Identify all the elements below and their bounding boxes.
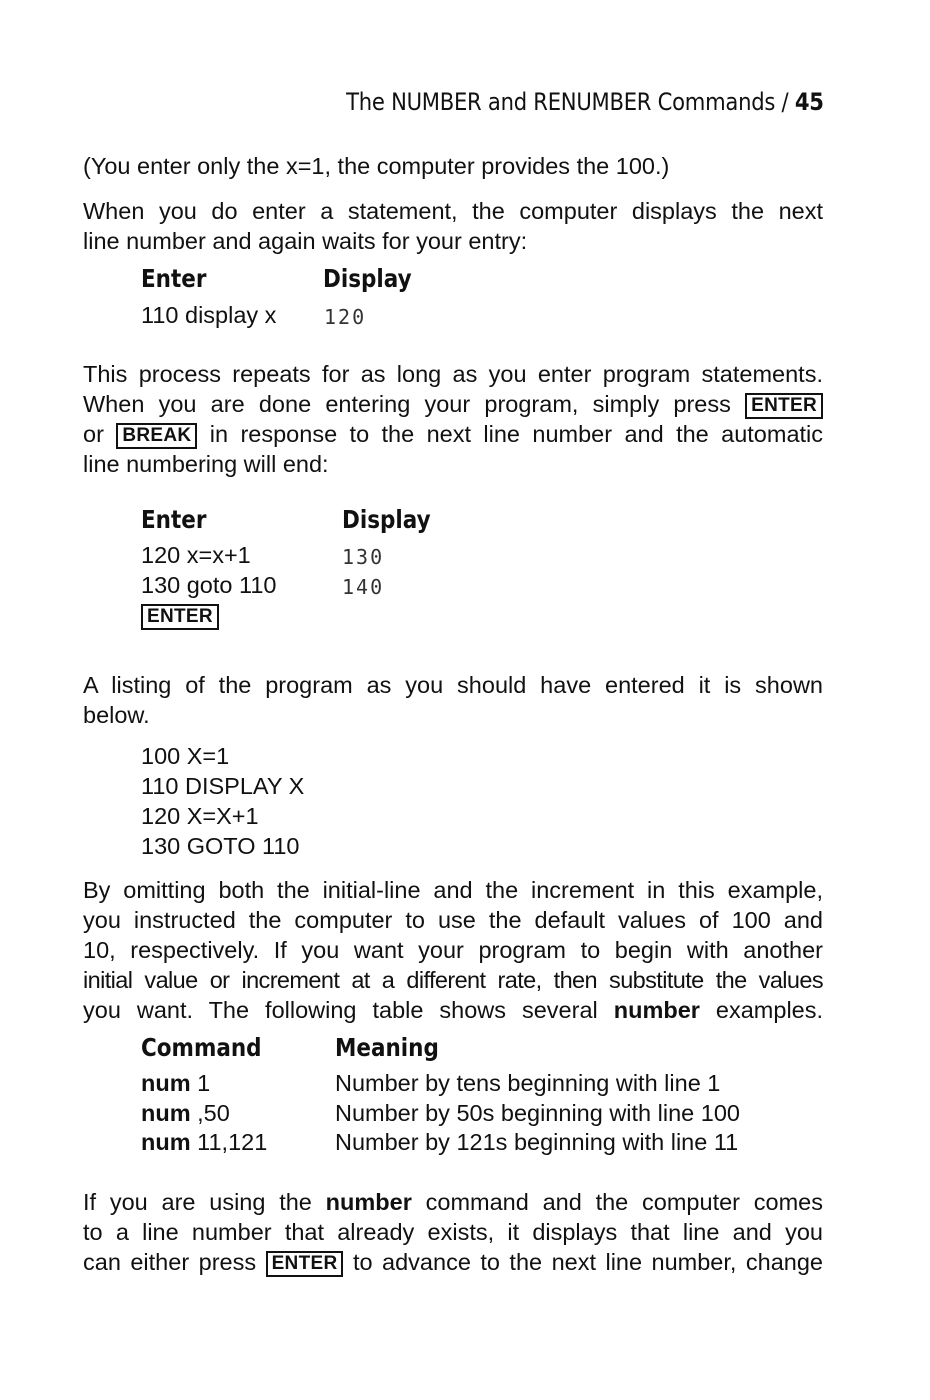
paragraph-4-line-1: A listing of the program as you should have entered it is shown [83,672,823,698]
table3-row-2-command [141,1100,230,1127]
enter-key: ENTER [141,604,219,630]
table3-header-command: Command [141,1033,262,1062]
listing-line: 100 X=1 [141,743,230,769]
enter-key: ENTER [266,1251,344,1277]
table3-row-3-command [141,1129,267,1156]
command-arg: 1 [197,1070,211,1096]
command-arg: 11,121 [197,1129,268,1155]
num-keyword: num [141,1129,191,1155]
table2-header-enter: Enter [141,505,207,534]
paragraph-3-line-2-text: When you are done entering your program, simply press [83,391,731,417]
number-keyword: number [613,997,700,1023]
paragraph-5-line-5-post: examples. [715,997,824,1023]
table2-row-2-enter: 130 goto 110 [141,572,277,598]
table2-final-row [141,604,219,630]
listing-line: 120 X=X+1 [141,803,259,829]
listing-line: 110 DISPLAY X [141,773,305,799]
table1-header-enter: Enter [141,264,207,293]
table1-row-display: 120 [324,305,367,329]
running-header [346,88,824,116]
paragraph-5-line-2: you instructed the computer to use the default values of 100 and [83,907,823,933]
paragraph-3-line-3-post: in response to the next line number and the automatic [209,421,824,447]
paragraph-5-line-5 [83,997,823,1024]
page-number: 45 [795,88,824,116]
paragraph-5-line-4: initial value or increment at a different rate, then substitute the values [83,967,823,993]
paragraph-5-line-3: 10, respectively. If you want your program to begin with another [83,937,823,963]
enter-key: ENTER [745,393,823,419]
table3-row-2-meaning: Number by 50s beginning with line 100 [335,1100,740,1126]
paragraph-5-line-1: By omitting both the initial-line and the increment in this example, [83,877,823,903]
num-keyword: num [141,1070,191,1096]
listing-line: 130 GOTO 110 [141,833,300,859]
table1-row-enter: 110 display x [141,302,277,328]
paragraph-6-line-3-post: to advance to the next line number, change [352,1249,824,1275]
command-arg: ,50 [197,1100,230,1126]
number-keyword: number [325,1189,412,1215]
table3-header-meaning: Meaning [335,1033,439,1062]
table2-row-2-display: 140 [342,575,385,599]
paragraph-2-line-1: When you do enter a statement, the computer displays the next [83,198,823,224]
paragraph-1: (You enter only the x=1, the computer provides the 100.) [83,153,670,179]
paragraph-5-line-5-pre: you want. The following table shows several [83,997,598,1023]
paragraph-3-line-3-pre: or [83,421,104,447]
paragraph-6-line-1 [83,1189,823,1216]
paragraph-3-line-2 [83,391,823,419]
paragraph-4-line-2: below. [83,702,150,728]
paragraph-3-line-4: line numbering will end: [83,451,329,477]
table3-row-3-meaning: Number by 121s beginning with line 11 [335,1129,739,1155]
paragraph-6-line-3-pre: can either press [83,1249,257,1275]
break-key: BREAK [116,423,197,449]
paragraph-3-line-3 [83,421,823,449]
paragraph-6-line-1-pre: If you are using the [83,1189,312,1215]
paragraph-2-line-2: line number and again waits for your entry: [83,228,528,254]
table2-row-1-enter: 120 x=x+1 [141,542,251,568]
paragraph-6-line-2: to a line number that already exists, it displays that line and you [83,1219,823,1245]
table2-header-display: Display [342,505,431,534]
paragraph-6-line-3 [83,1249,823,1277]
paragraph-6-line-1-post: command and the computer comes [425,1189,823,1215]
table3-row-1-meaning: Number by tens beginning with line 1 [335,1070,721,1096]
table1-header-display: Display [323,264,412,293]
table3-row-1-command [141,1070,210,1097]
chapter-title: The NUMBER and RENUMBER Commands / [346,88,789,116]
paragraph-3-line-1: This process repeats for as long as you enter program statements. [83,361,823,387]
num-keyword: num [141,1100,191,1126]
table2-row-1-display: 130 [342,545,385,569]
